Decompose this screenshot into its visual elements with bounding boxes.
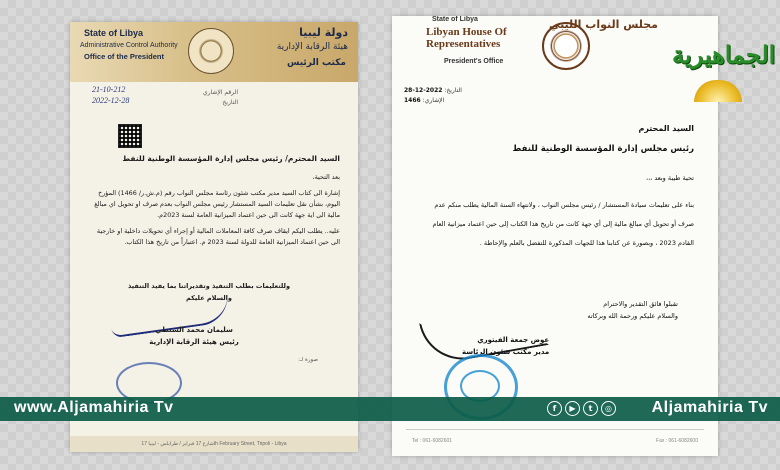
state-name-ar: دولة ليبيا bbox=[299, 26, 348, 39]
greeting: بعد التحية، bbox=[312, 173, 340, 181]
letter-body bbox=[90, 172, 340, 253]
footer-address: شارع 17 فبراير / طرابلس - ليبيا 17th February Street, Tripoli - Libya bbox=[70, 436, 358, 452]
authority-emblem-icon bbox=[188, 28, 234, 74]
document-left bbox=[70, 22, 358, 452]
twitter-icon[interactable]: t bbox=[583, 401, 598, 416]
house-name-en bbox=[426, 26, 507, 50]
handwritten-reference bbox=[92, 84, 129, 106]
cc-label: صورة لـ: bbox=[298, 357, 318, 363]
greeting: تحية طيبة وبعد ،،، bbox=[645, 174, 694, 182]
house-name-line-2: Representatives bbox=[426, 38, 501, 50]
body-paragraph-1: إشارة الى كتاب السيد مدير مكتب شئون رئاسة مجلس النواب رقم (م.ش.ر/ 1466) المؤرخ اليوم، بشأن نقل تعليمات السيد المستشار رئيس مجلس النواب بعدم صرف او تحويل اي مبالغ مالية الى اية جهة كانت الى حين اعتماد الميزانية العامة لسنة 2023م. bbox=[94, 189, 340, 219]
salutation: السيد المحترم bbox=[638, 124, 694, 133]
closing bbox=[587, 298, 678, 322]
letter-body: بناء على تعليمات سيادة المستشار / رئيس مجلس النواب ، ولانتهاء السنة المالية يطلب منكم عدم صرف أو تحويل أي مبالغ مالية إلى أي جهة كانت من تاريخ هذا الكتاب إلى حين اعتماد ميزانية العام القادم 2023 ، وبصورة عن كتابنا هذا للجهات المذكورة للتفضل بالعلم والإحاطة . bbox=[432, 201, 694, 247]
ref-block: التاريخ: 2022-12-28 الإشاري: 1466 bbox=[404, 87, 462, 104]
channel-banner bbox=[0, 397, 780, 421]
channel-logo bbox=[672, 38, 776, 102]
addressee: السيد المحترم/ رئيس مجلس إدارة المؤسسة الوطنية للنفط bbox=[122, 154, 340, 163]
office-name-en: President's Office bbox=[444, 58, 504, 65]
footer-divider bbox=[406, 429, 704, 430]
closing-line-1: وللتعليمات بطلب التنفيذ وتقديراتنا بما يفيد التنفيذ bbox=[127, 282, 291, 290]
office-name-en: Office of the President bbox=[84, 52, 165, 61]
website-text: www.Aljamahiria Tv bbox=[14, 399, 174, 416]
facebook-icon[interactable]: f bbox=[547, 401, 562, 416]
instagram-icon[interactable]: ◎ bbox=[601, 401, 616, 416]
signer-block bbox=[90, 324, 298, 348]
body-paragraph-2: عليه.. يطلب اليكم ايقاف صرف كافة المعاملات المالية أو إجراء أي تحويلات داخلية او خارجية الى حين اعتماد الميزانية العامة للدولة لسنة 2023 م. اعتباراً من تاريخ هذا الكتاب. bbox=[96, 227, 340, 246]
date-label: التاريخ bbox=[222, 99, 238, 106]
state-name-en: State of Libya bbox=[84, 28, 144, 38]
ref-labels bbox=[203, 88, 238, 108]
signer-name: سليمان محمد الشنطي bbox=[155, 326, 233, 334]
document-right bbox=[392, 16, 718, 456]
closing-line-1: تقبلوا فائق التقدير والاحترام bbox=[603, 300, 678, 308]
channel-name: Aljamahiria Tv bbox=[651, 399, 768, 416]
state-name-en: State of Libya bbox=[432, 16, 478, 23]
date-label: التاريخ bbox=[446, 87, 462, 94]
footer-contacts bbox=[412, 438, 698, 444]
logo-text: الجماهيرية bbox=[672, 40, 776, 69]
letterhead-left bbox=[70, 22, 358, 82]
date-value: 2022-12-28 bbox=[404, 87, 443, 94]
handwritten-ref: 21-10-212 bbox=[92, 85, 126, 94]
qr-code-icon bbox=[118, 124, 142, 148]
ref-label: الإشاري bbox=[424, 97, 445, 104]
handwritten-date: 2022-12-28 bbox=[92, 96, 130, 105]
ref-value: 1466 bbox=[404, 97, 421, 104]
footer-tel: Tel : 061-6082601 bbox=[412, 438, 453, 444]
footer-fax: Fax : 061-6082600 bbox=[656, 438, 698, 444]
youtube-icon[interactable]: ▶ bbox=[565, 401, 580, 416]
sun-icon bbox=[694, 80, 742, 102]
closing-line-2: والسلام عليكم bbox=[186, 294, 232, 302]
ref-label: الرقم الإشاري bbox=[202, 89, 238, 96]
closing-line-2: والسلام عليكم ورحمة الله وبركاته bbox=[587, 312, 678, 320]
house-name-ar: مجلس النواب الليبي bbox=[548, 18, 658, 31]
authority-name-ar: هيئة الرقابة الإدارية bbox=[276, 42, 348, 52]
addressee: رئيس مجلس إدارة المؤسسة الوطنية للنفط bbox=[512, 144, 694, 154]
signer-title: رئيس هيئة الرقابة الإدارية bbox=[149, 338, 239, 346]
house-name-line-1: Libyan House Of bbox=[426, 26, 507, 38]
signer-name: عوض جمعة الفيتوري bbox=[477, 336, 550, 344]
authority-name-en: Administrative Control Authority bbox=[80, 42, 178, 49]
social-icons bbox=[547, 401, 616, 416]
signer-title: مدير مكتب شئون الرئاسة bbox=[462, 348, 550, 356]
office-name-ar: مكتب الرئيس bbox=[287, 58, 346, 68]
